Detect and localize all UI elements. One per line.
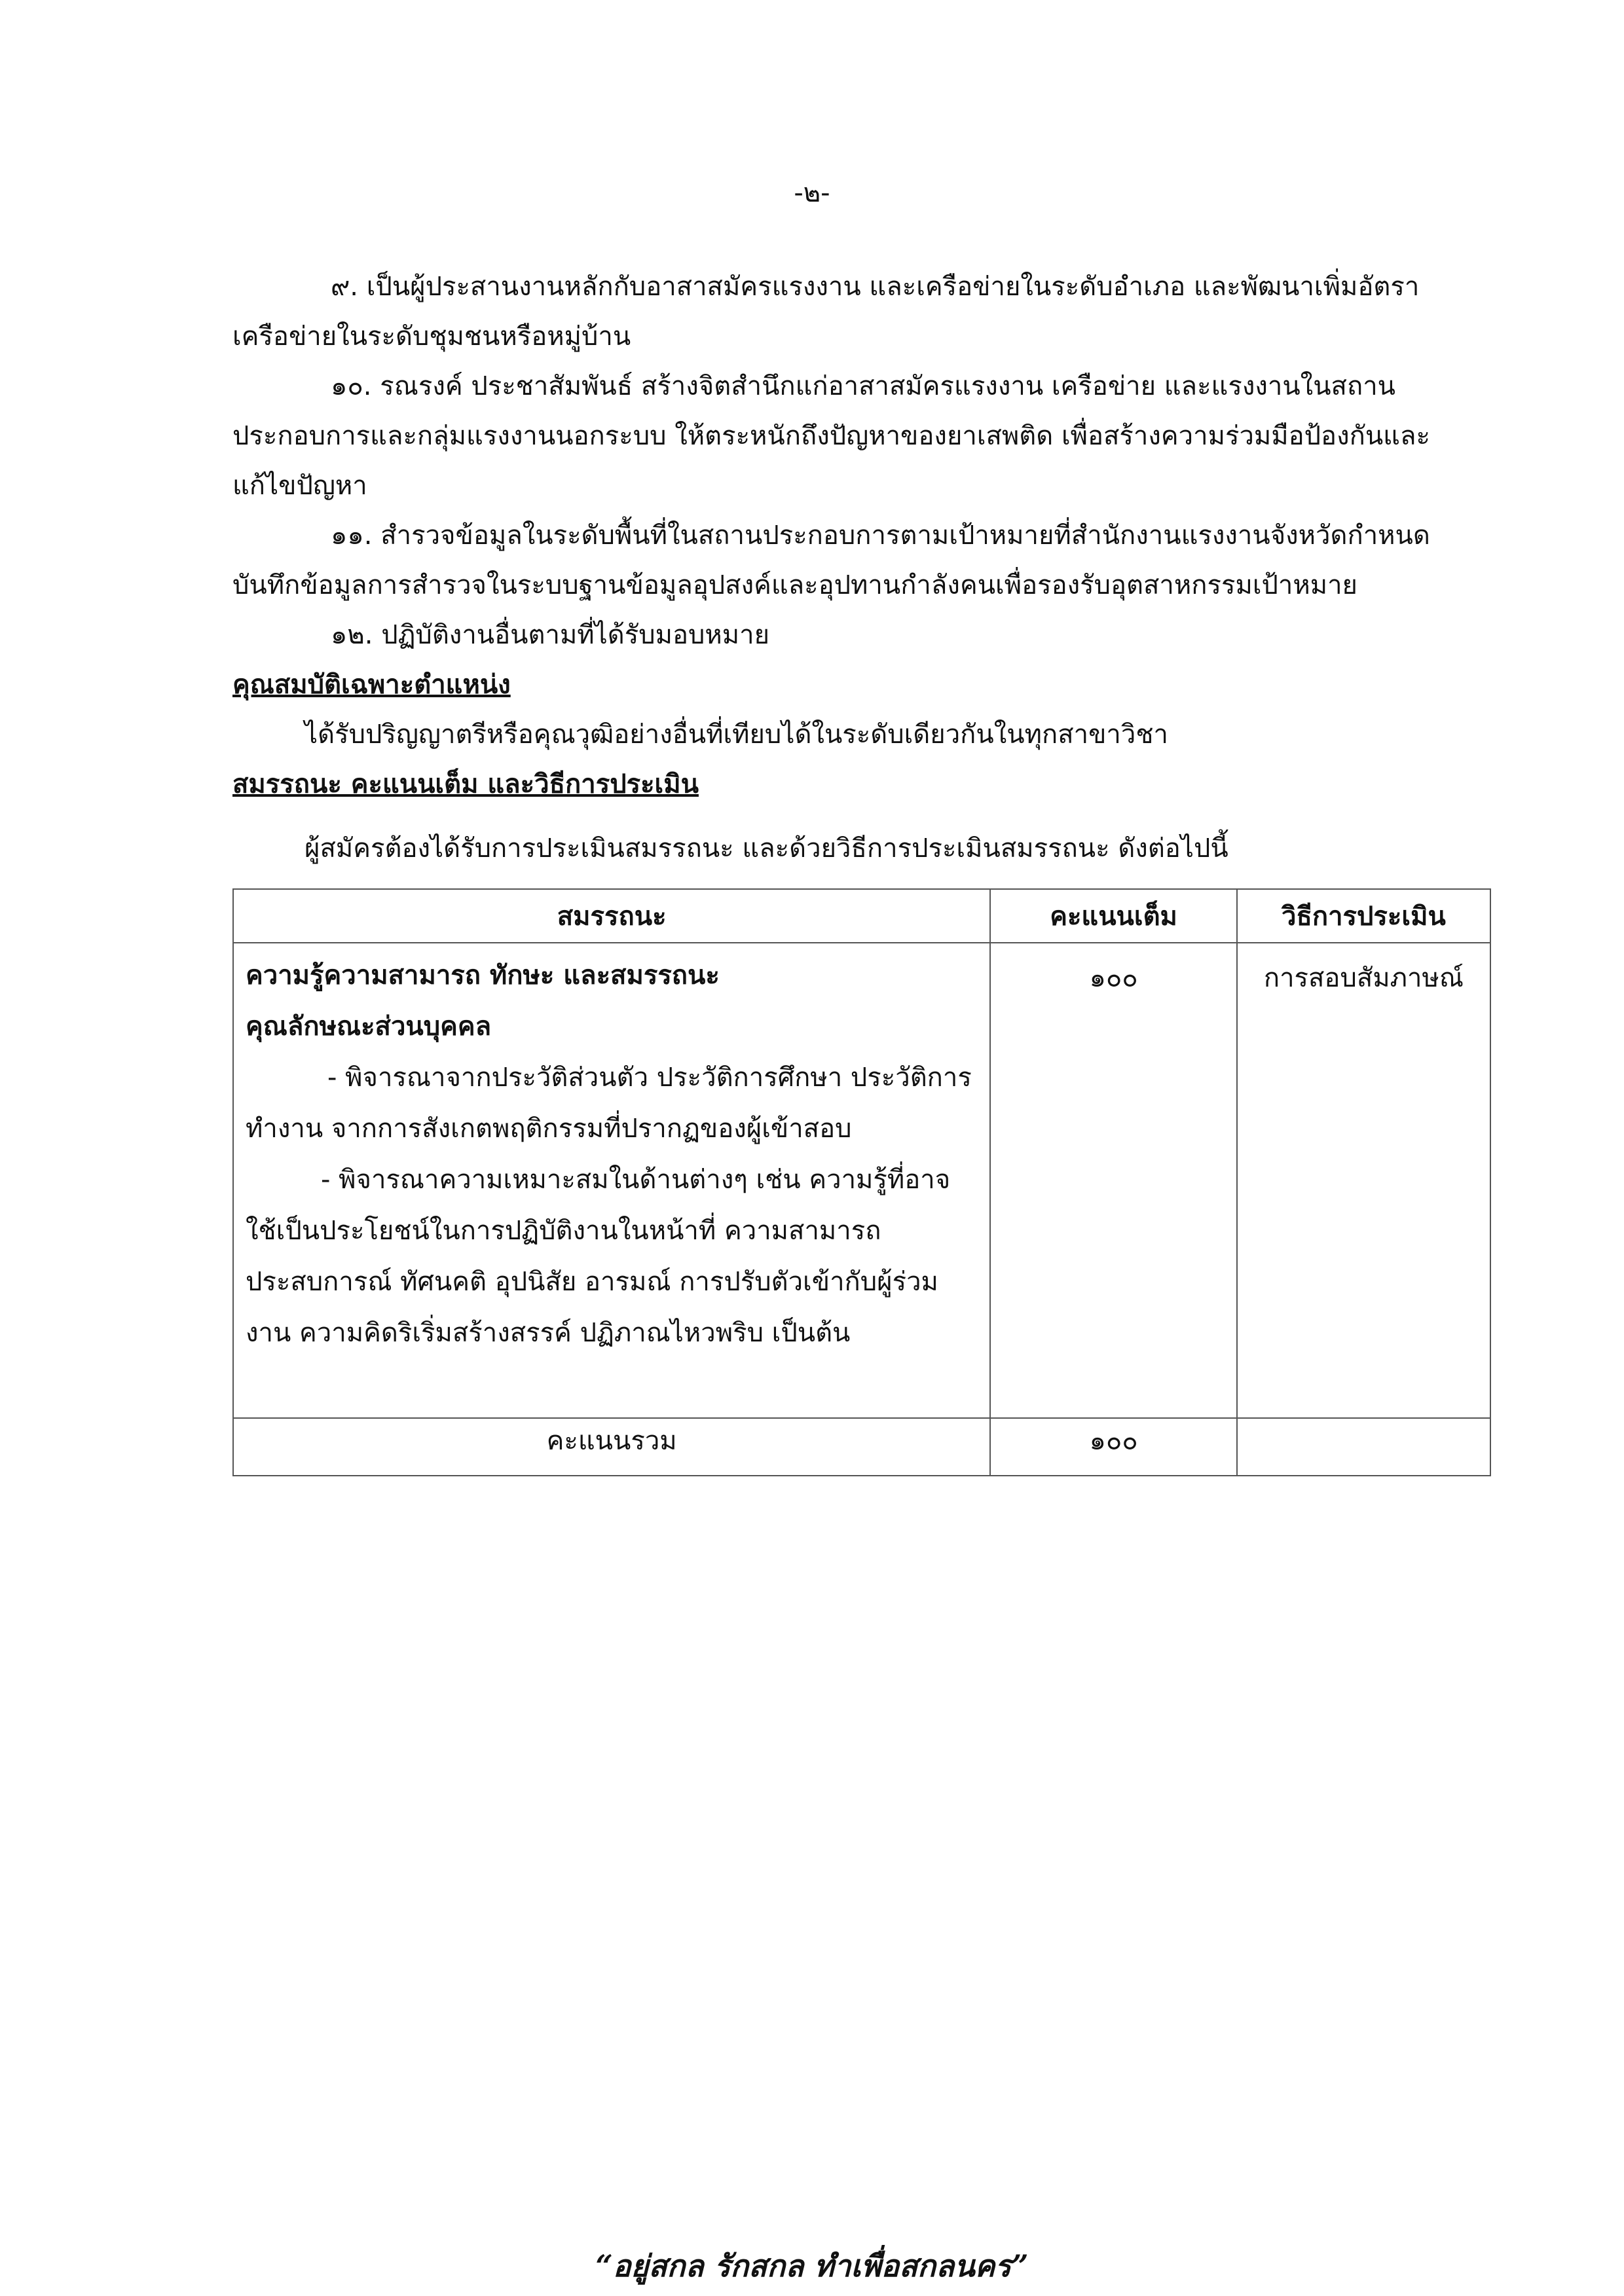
header-full-score: คะแนนเต็ม [990,889,1236,943]
duty-item-11: ๑๑. สำรวจข้อมูลในระดับพื้นที่ในสถานประกอบการตามเป้าหมายที่สำนักงานแรงงานจังหวัดกำหนด บันทึกข้อมูลการสำรวจในระบบฐานข้อมูลอุปสงค์และอุปทานกำลังคนเพื่อรองรับอุตสาหกรรมเป้าหมาย [232,520,1430,600]
page-number: -๒- [794,178,830,208]
competency-bullet-2: - พิจารณาความเหมาะสมในด้านต่างๆ เช่น ความรู้ที่อาจใช้เป็นประโยชน์ในการปฏิบัติงานในหน้าที่ ความสามารถ ประสบการณ์ ทัศนคติ อุปนิสัย อารมณ์ การปรับตัวเข้ากับผู้ร่วมงาน ความคิดริเริ่มสร้างสรรค์ ปฏิภาณไหวพริบ เป็นต้น [246,1165,951,1348]
competency-title-line1: ความรู้ความสามารถ ทักษะ และสมรรถนะ [246,960,720,991]
total-row [233,1418,1490,1476]
competency-intro: ผู้สมัครต้องได้รับการประเมินสมรรถนะ และด้วยวิธีการประเมินสมรรถนะ ดังต่อไปนี้ [304,833,1228,864]
header-competency: สมรรถนะ [233,889,990,943]
total-score: ๑๐๐ [990,1418,1236,1476]
competency-cell [233,943,990,1418]
total-empty-cell [1237,1418,1490,1476]
duty-item-10: ๑๐. รณรงค์ ประชาสัมพันธ์ สร้างจิตสำนึกแก่อาสาสมัครแรงงาน เครือข่าย และแรงงานในสถานประกอบการและกลุ่มแรงงานนอกระบบ ให้ตระหนักถึงปัญหาของยาเสพติด เพื่อสร้างความร่วมมือป้องกันและแก้ไขปัญหา [232,371,1430,501]
method-cell: การสอบสัมภาษณ์ [1237,943,1490,1418]
table-row [233,943,1490,1418]
header-method: วิธีการประเมิน [1237,889,1490,943]
footer-slogan: “อยู่สกล รักสกล ทำเพื่อสกลนคร” [595,2248,1029,2284]
score-cell: ๑๐๐ [990,943,1236,1418]
qualification-heading: คุณสมบัติเฉพาะตำแหน่ง [232,670,511,700]
duty-item-12: ๑๒. ปฏิบัติงานอื่นตามที่ได้รับมอบหมาย [331,620,770,650]
competency-table [232,888,1491,1476]
total-label: คะแนนรวม [233,1418,990,1476]
competency-heading: สมรรถนะ คะแนนเต็ม และวิธีการประเมิน [232,769,699,799]
competency-title-line2: คุณลักษณะส่วนบุคคล [246,1011,492,1042]
table-header-row [233,889,1490,943]
competency-bullet-1: - พิจารณาจากประวัติส่วนตัว ประวัติการศึกษา ประวัติการทำงาน จากการสังเกตพฤติกรรมที่ปรากฏของผู้เข้าสอบ [246,1063,972,1144]
duty-item-9: ๙. เป็นผู้ประสานงานหลักกับอาสาสมัครแรงงาน และเครือข่ายในระดับอำเภอ และพัฒนาเพิ่มอัตราเครือข่ายในระดับชุมชนหรือหมู่บ้าน [232,272,1420,352]
qualification-text: ได้รับปริญญาตรีหรือคุณวุฒิอย่างอื่นที่เทียบได้ในระดับเดียวกันในทุกสาขาวิชา [304,720,1168,750]
